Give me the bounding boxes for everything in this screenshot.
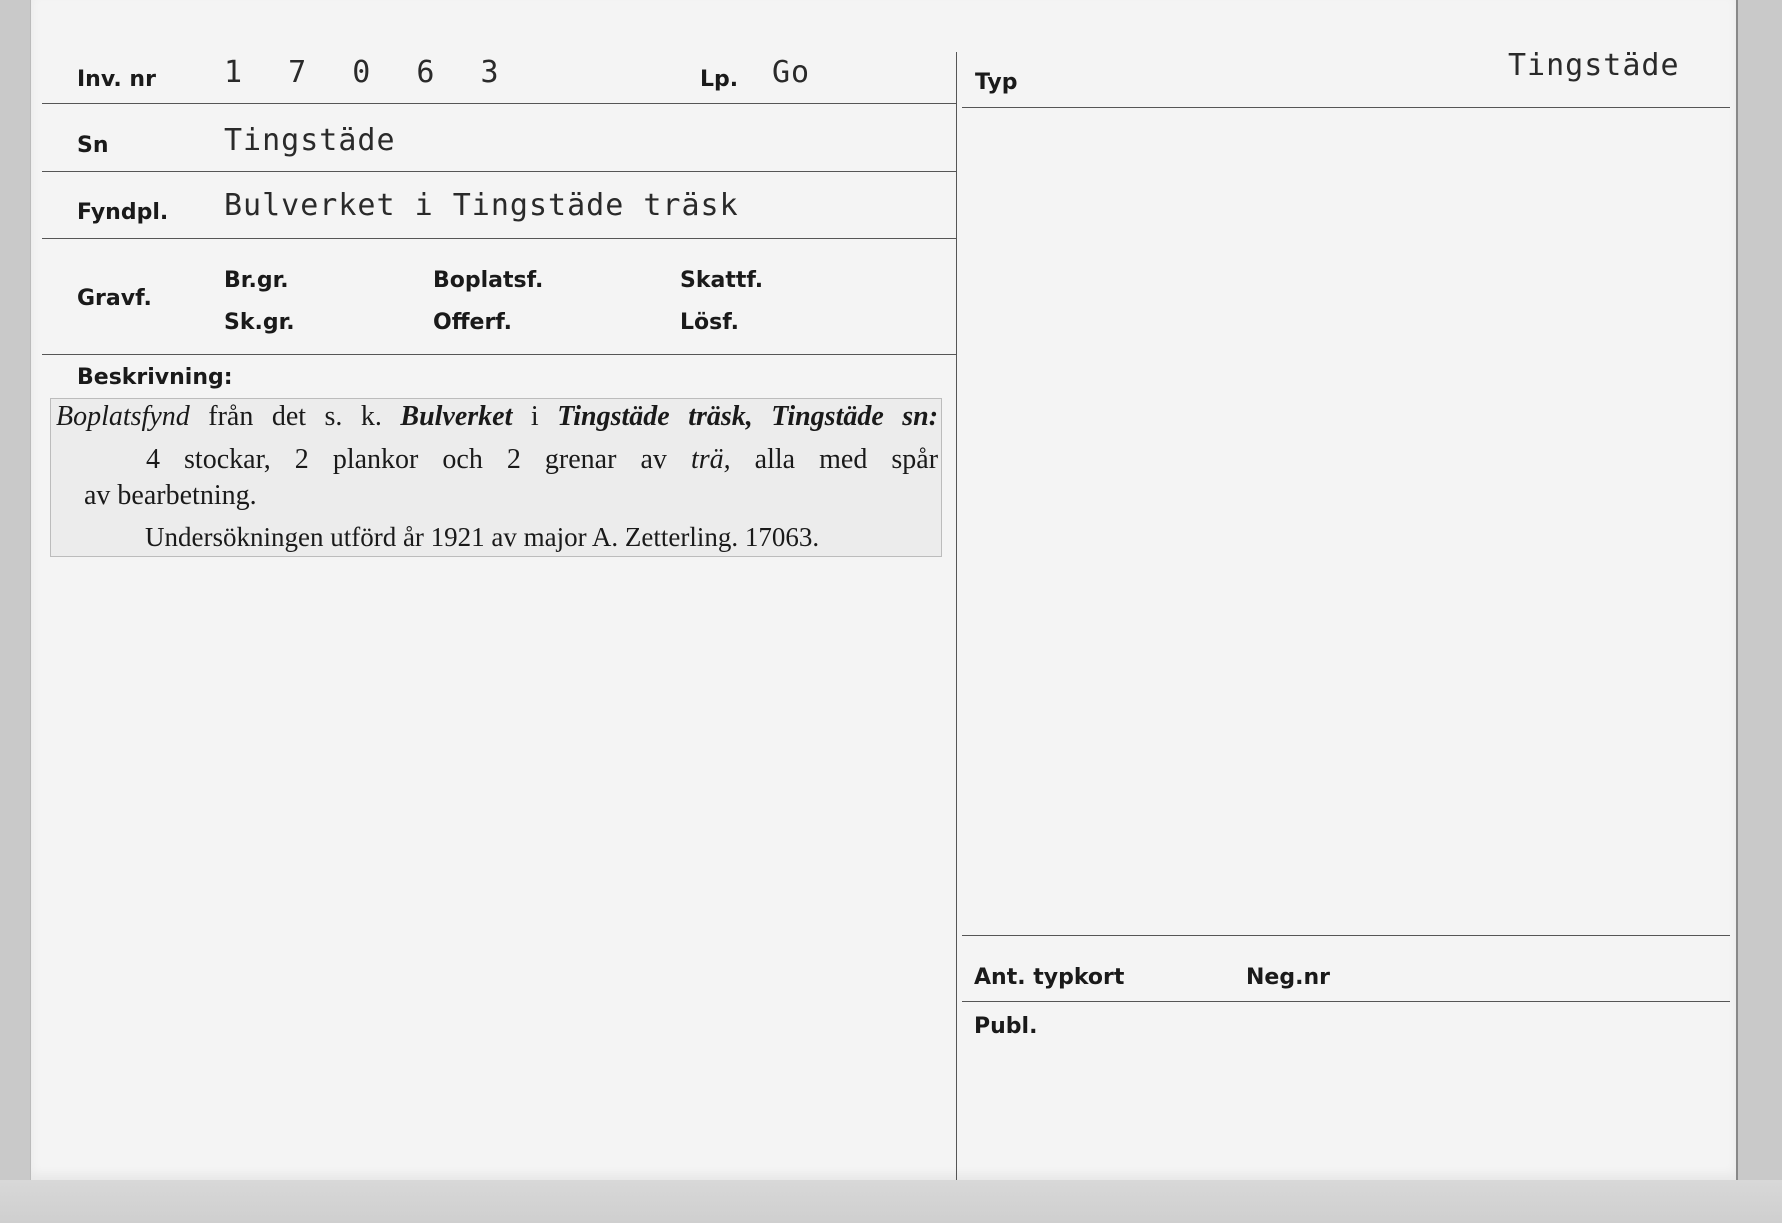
publ-label: Publ. [974,1014,1038,1039]
scan-margin [0,1180,1782,1223]
typ-value: Tingstäde [1508,48,1680,83]
gravf-label: Gravf. [77,286,152,311]
catalog-card [30,0,1738,1180]
desc-fran-det: från det s. k. [208,401,382,432]
inv-nr-label: Inv. nr [77,67,156,92]
lp-value: Go [772,55,811,90]
desc-stockar: 4 stockar, 2 plankor och 2 grenar av [146,444,667,475]
description-line-1 [56,401,938,433]
boplatsf-label: Boplatsf. [433,268,544,293]
beskrivning-label: Beskrivning: [77,365,233,390]
desc-tra: trä, [690,444,731,475]
losf-label: Lösf. [680,310,739,335]
description-line-2 [146,444,938,476]
desc-bulverket: Bulverket [400,401,513,432]
offerf-label: Offerf. [433,310,513,335]
typ-label: Typ [975,70,1018,95]
rule-ant-typkort-top [962,935,1730,936]
description-line-4: Undersökningen utförd år 1921 av major A. Zetterling. 17063. [145,522,820,552]
lp-label: Lp. [700,67,739,92]
fyndpl-value: Bulverket i Tingstäde träsk [224,188,739,223]
desc-alla: alla med spår [754,444,939,475]
inv-nr-value: 1 7 0 6 3 [224,55,513,90]
ant-typkort-label: Ant. typkort [974,965,1125,990]
rule-inv [42,103,956,104]
fyndpl-label: Fyndpl. [77,200,169,225]
skattf-label: Skattf. [680,268,764,293]
column-divider [956,52,957,1180]
brgr-label: Br.gr. [224,268,289,293]
description-line-3: av bearbetning. [84,480,257,511]
rule-ant-typkort-bottom [962,1001,1730,1002]
skgr-label: Sk.gr. [224,310,295,335]
sn-value: Tingstäde [224,123,396,158]
desc-i: i [530,401,539,432]
desc-boplatsfynd: Boplatsfynd [56,401,190,432]
desc-tingstade: Tingstäde träsk, Tingstäde sn: [557,401,939,432]
rule-fyndpl [42,238,956,239]
neg-nr-label: Neg.nr [1246,965,1330,990]
rule-gravf [42,354,956,355]
rule-sn [42,171,956,172]
sn-label: Sn [77,133,109,158]
rule-typ [962,107,1730,108]
